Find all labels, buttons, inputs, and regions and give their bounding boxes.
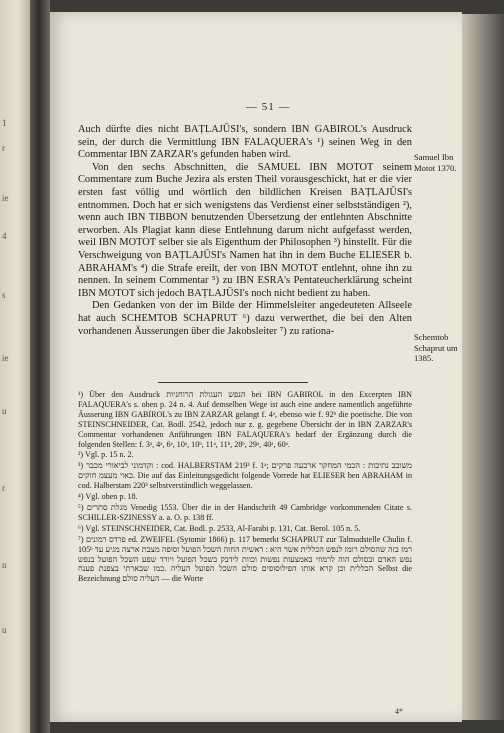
footnote: ¹) Über den Ausdruck הנפש העגולת הרוחניות bei IBN GABIROL in den Excerpten IBN FALAQUERA's s. oben p. 24 n. 4. Auf demselben Wege ist auch eine andere namentlich angeführte Äusserung IBN GABIROL's zu IBN ZARZAR gelangt f. 4ᵃ, ebenso wie f. 92ᵇ die poetische. Die von STEINSCHNEIDER, Cat. Bodl. 2542, jedoch nur z. g. gegebene Übersicht der in IBN ZARZAR's Commentar vorhandenen Anführungen IBN FALAQUERA's bedarf der Ergänzung durch die folgenden Stellen: f. 3ᵃ, 4ᵃ, 6ᵃ, 10ᵃ, 10ᵇ, 11ᵃ, 11ᵇ, 28ᵇ, 29ᵃ, 40ᵃ, 60ᵃ. <box>78 390 412 449</box>
left-page-mark: 1 <box>2 118 7 128</box>
main-text <box>78 124 412 338</box>
left-page-mark: r <box>2 143 5 153</box>
footnote: ⁷) פרדס רמונים ed. ZWEIFEL (Sytomir 1866) p. 117 bemerkt SCHAPRUT zur Talmudstelle Chulin f. 105ᵇ רמז בזה שהסולם רומז לנפש הכללית אשר היא : ראשית החוה השכל הפועל וסופה מצבת ארצה מגיע עד נפש האדם ובסולם הוה לרמוזי באמצעות נפשות וכוות לידבק בשכל הפועל ויורד שפע השכל הפועל בנפש הכללית וכן קרא אותו הפילוסופים סולם השכל הפועל העליה .כמו שבארתי בצפנת פענח Selbst die Bezeichnung העליה סולם — die Worte <box>78 534 413 584</box>
left-page-mark: n <box>2 560 7 570</box>
signature-mark: 4* <box>395 707 403 716</box>
margin-note: Samuel Ibn Motot 1370. <box>414 152 457 173</box>
left-page-edge <box>0 0 30 733</box>
footnote: ³) וקדמוני לביאורי מכבר : cod. HALBERSTAM 219³ f. 1ᵃ; משובב נתיבות : הכמי המחקר ארבעה פרקים כאוי מעצמ חוקים. Die auf das Einleitungsgedicht folgende Vorrede hat ELIESER ben ABRAHAM in cod. Halberstam 220³ selbstverständlich weggelassen. <box>78 461 412 491</box>
page-number: — 51 — <box>246 101 291 113</box>
footnote: ⁶) Vgl. STEINSCHNEIDER, Cat. Bodl. p. 2533, Al-Farabi p. 131, Cat. Berol. 105 n. 5. <box>78 523 361 533</box>
margin-note: Schemtob Schaprut um 1385. <box>414 332 458 363</box>
paragraph: Den Gedanken von der im Bilde der Himmelsleiter angedeuteten Allseele hat auch SCHEMTOB SCHAPRUT ⁶) dazu verwerthet, die bei den Alten vorhandenen Äusserungen über die Jakobsleiter ⁷) zu rationa- <box>78 300 412 337</box>
paragraph: Auch dürfte dies nicht BAṬLAJŪSI's, sondern IBN GABIROL's Ausdruck sein, der durch die Vermittlung IBN FALAQUERA's ¹) seinen Weg in den Commentar IBN ZARZAR's gefunden haben wird. <box>78 124 412 161</box>
left-page-mark: 4 <box>2 231 7 241</box>
footnotes <box>78 390 412 585</box>
page-edge-shadow <box>462 14 504 720</box>
book-page <box>50 12 462 722</box>
left-page-mark: ie <box>2 353 9 363</box>
left-page-mark: ie <box>2 193 9 203</box>
footnote: ⁴) Vgl. oben p. 18. <box>78 492 138 502</box>
paragraph: Von den sechs Abschnitten, die SAMUEL IBN MOTOT seinem Commentare zum Buche Jezira als ersten Theil vorausgeschickt, hat er die vier ersten fast völlig und wörtlich den bildlichen Kreisen BAṬLAJŪSI's entnommen. Doch hat er sich wenigstens das Verdienst einer selbstständigen ²), wenn auch IBN TIBBON benutzenden Übersetzung der entlehnten Abschnitte erworben. Als Plagiat kann diese Entlehnung darum nicht aufgefasst werden, weil IBN MOTOT selber sie als Eigenthum der Philosophen ³) hinstellt. Für die Verschweigung von BAṬLAJŪSI's Namen hat ihn in dem Buche ELIESER b. ABRAHAM's ⁴) die Strafe ereilt, der von IBN MOTOT entlehnt, ohne ihn zu nennen. In seinem Commentar ⁵) zu IBN ESRA's Pentateucherklärung scheint IBN MOTOT sich jedoch BAṬLAJŪSI's noch nicht bedient zu haben. <box>78 161 412 299</box>
left-page-mark: u <box>2 406 7 416</box>
left-page-mark: u <box>2 625 7 635</box>
left-page-mark: s <box>2 290 6 300</box>
footnote: ²) Vgl. p. 15 n. 2. <box>78 450 134 460</box>
left-page-mark: r <box>2 483 5 493</box>
book-gutter <box>30 0 50 733</box>
footnote: ⁵) מגלת סתרים Venedig 1553. Über die in der Handschrift 49 Cambridge vorkommenden Citate s. SCHILLER-SZINESSY a. a. O. p. 138 ff. <box>78 502 413 522</box>
footnote-rule <box>158 382 308 383</box>
